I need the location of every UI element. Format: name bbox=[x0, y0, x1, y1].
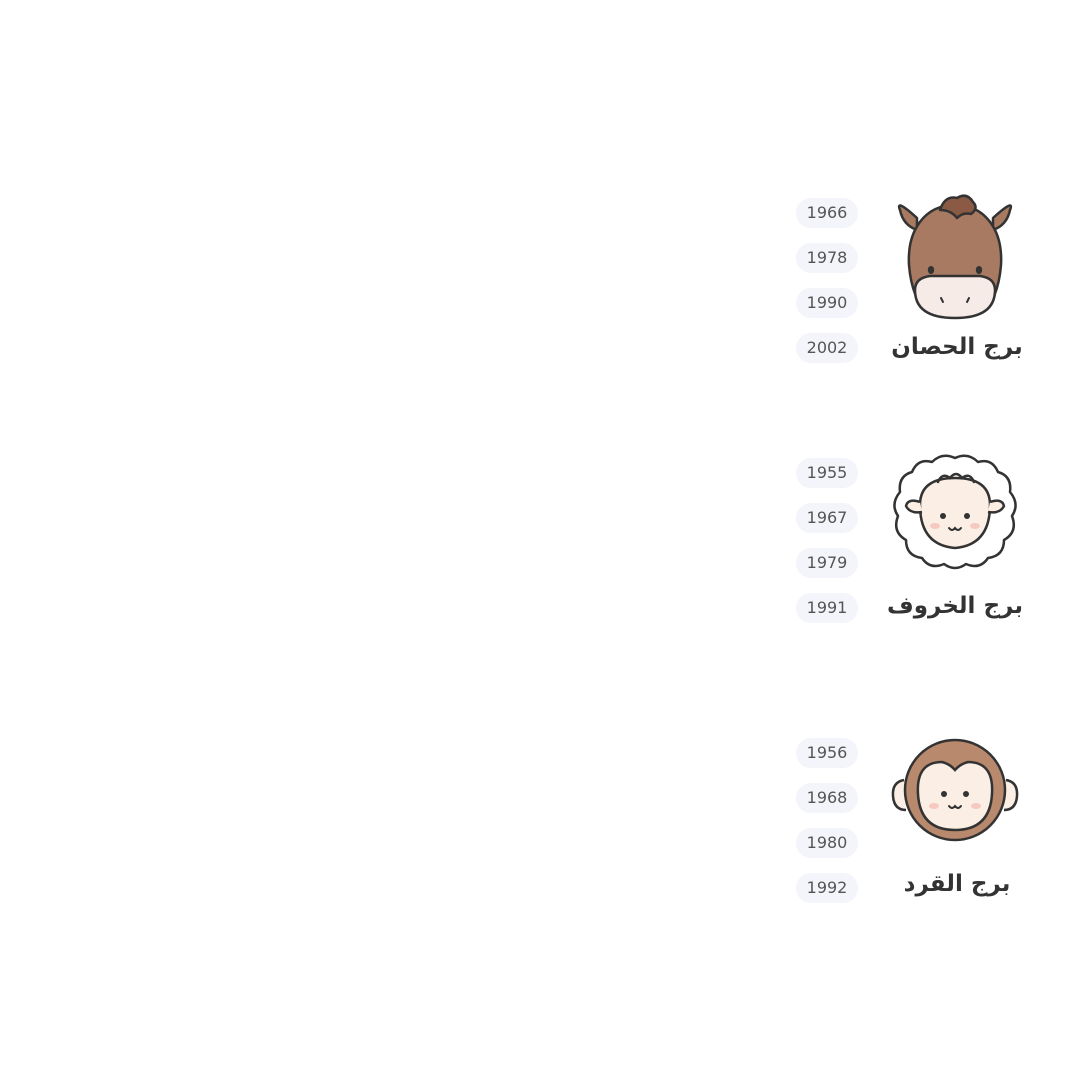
year-badge: 1955 bbox=[796, 458, 858, 488]
year-badge: 1990 bbox=[796, 288, 858, 318]
sign-title: برج القرد bbox=[903, 871, 1011, 897]
year-badge: 2002 bbox=[796, 333, 858, 363]
year-badge: 1967 bbox=[796, 503, 858, 533]
sign-title: برج الخروف bbox=[887, 593, 1023, 619]
horse-icon bbox=[895, 190, 1015, 329]
year-badge: 1978 bbox=[796, 243, 858, 273]
year-badge: 1991 bbox=[796, 593, 858, 623]
year-badge: 1956 bbox=[796, 738, 858, 768]
year-badge: 1968 bbox=[796, 783, 858, 813]
year-badge: 1966 bbox=[796, 198, 858, 228]
year-badge: 1992 bbox=[796, 873, 858, 903]
year-badge: 1980 bbox=[796, 828, 858, 858]
monkey-icon bbox=[890, 738, 1020, 847]
sheep-icon bbox=[890, 450, 1020, 579]
sign-title: برج الحصان bbox=[891, 334, 1023, 360]
year-badge: 1979 bbox=[796, 548, 858, 578]
